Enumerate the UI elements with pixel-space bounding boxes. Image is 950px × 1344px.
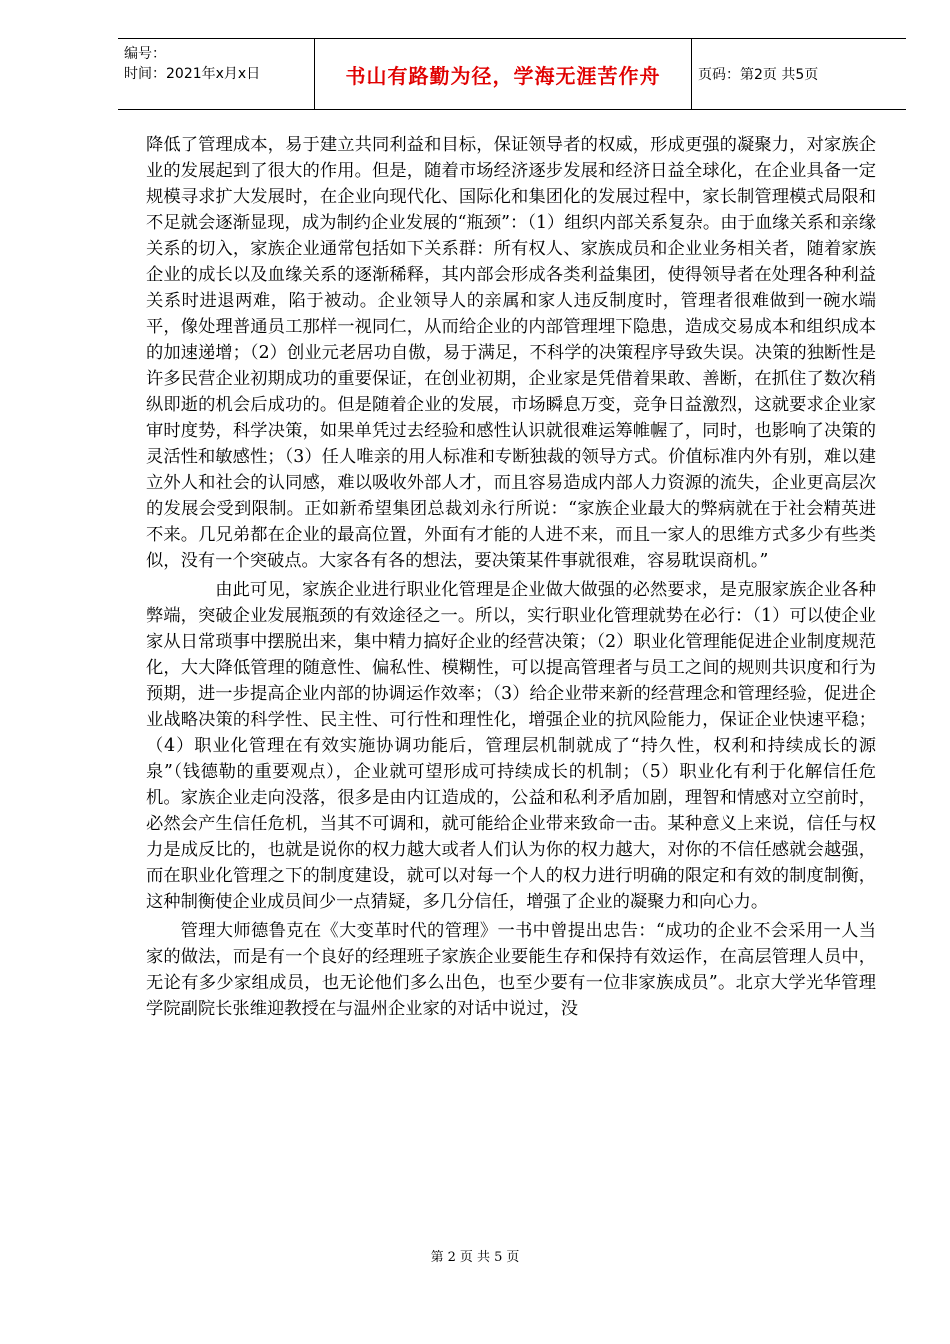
document-number-label: 编号： [124,46,166,62]
footer-page-mid: 页 共 [459,1250,491,1265]
footer-page-current: 2 [447,1250,456,1265]
paragraph-1: 降低了管理成本，易于建立共同利益和目标，保证领导者的权威，形成更强的凝聚力，对家族企业的发展起到了很大的作用。但是，随着市场经济逐步发展和经济日益全球化，在企业具备一定规模寻求扩大发展时，在企业向现代化、国际化和集团化的发展过程中，家长制管理模式局限和不足就会逐渐显现，成为制约企业发展的“瓶颈”：（1）组织内部关系复杂。由于血缘关系和亲缘关系的切入，家族企业通常包括如下关系群：所有权人、家族成员和企业业务相关者，随着家族企业的成长以及血缘关系的逐渐稀释，其内部会形成各类利益集团，使得领导者在处理各种利益关系时进退两难，陷于被动。企业领导人的亲属和家人违反制度时，管理者很难做到一碗水端平，像处理普通员工那样一视同仁，从而给企业的内部管理埋下隐患，造成交易成本和组织成本的加速递增；（2）创业元老居功自傲，易于满足，不科学的决策程序导致失误。决策的独断性是许多民营企业初期成功的重要保证，在创业初期，企业家是凭借着果敢、善断，在抓住了数次稍纵即逝的机会后成功的。但是随着企业的发展，市场瞬息万变，竞争日益激烈，这就要求企业家审时度势，科学决策，如果单凭过去经验和感性认识就很难运筹帷幄了，同时，也影响了决策的灵活性和敏感性；（3）任人唯亲的用人标准和专断独裁的领导方式。价值标准内外有别，难以建立外人和社会的认同感，难以吸收外部人才，而且容易造成内部人力资源的流失，企业更高层次的发展会受到限制。正如新希望集团总裁刘永行所说：“家族企业最大的弊病就在于社会精英进不来。几兄弟都在企业的最高位置，外面有才能的人进不来，而且一家人的思维方式多少有些类似，没有一个突破点。大家各有各的想法，要决策某件事就很难，容易耽误商机。” [146,135,876,571]
header-motto: 书山有路勤为径，学海无涯苦作舟 [345,63,661,88]
document-time: 时间：2021年x月x日 [124,66,261,82]
header-meta [118,39,314,109]
footer-page-prefix: 第 [430,1250,444,1265]
page-header [118,38,906,110]
paragraph-2: 由此可见，家族企业进行职业化管理是企业做大做强的必然要求，是克服家族企业各种弊端，突破企业发展瓶颈的有效途径之一。所以，实行职业化管理就势在必行：（1）可以使企业家从日常琐事中摆脱出来，集中精力搞好企业的经营决策；（2）职业化管理能促进企业制度规范化，大大降低管理的随意性、偏私性、模糊性，可以提高管理者与员工之间的规则共识度和行为预期，进一步提高企业内部的协调运作效率；（3）给企业带来新的经营理念和管理经验，促进企业战略决策的科学性、民主性、可行性和理性化，增强企业的抗风险能力，保证企业快速平稳；（4）职业化管理在有效实施协调功能后，管理层机制就成了“持久性，权利和持续成长的源泉”（钱德勒的重要观点），企业就可望形成可持续成长的机制；（5）职业化有利于化解信任危机。家族企业走向没落，很多是由内讧造成的，公益和私利矛盾加剧，理智和情感对立空前时，必然会产生信任危机，当其不可调和，就可能给企业带来致命一击。某种意义上来说，信任与权力是成反比的，也就是说你的权力越大或者人们认为你的权力越大，对你的不信任感就会越强，而在职业化管理之下的制度建设，就可以对每一个人的权力进行明确的限定和有效的制度制衡，这种制衡使企业成员间少一点猜疑，多几分信任，增强了企业的凝聚力和向心力。 [146,580,876,912]
paragraph-3: 管理大师德鲁克在《大变革时代的管理》一书中曾提出忠告：“成功的企业不会采用一人当家的做法，而是有一个良好的经理班子家族企业要能生存和保持有效运作，在高层管理人员中，无论有多少家组成员，也无论他们多么出色，也至少要有一位非家族成员”。北京大学光华管理学院副院长张维迎教授在与温州企业家的对话中说过，没 [146,921,876,1019]
header-page-info: 页码：第2页 共5页 [698,67,819,83]
document-body [146,132,876,1022]
footer-page-suffix: 页 [506,1250,520,1265]
header-motto-cell [314,39,692,109]
page-footer [0,1246,950,1265]
footer-page-total: 5 [494,1250,503,1265]
